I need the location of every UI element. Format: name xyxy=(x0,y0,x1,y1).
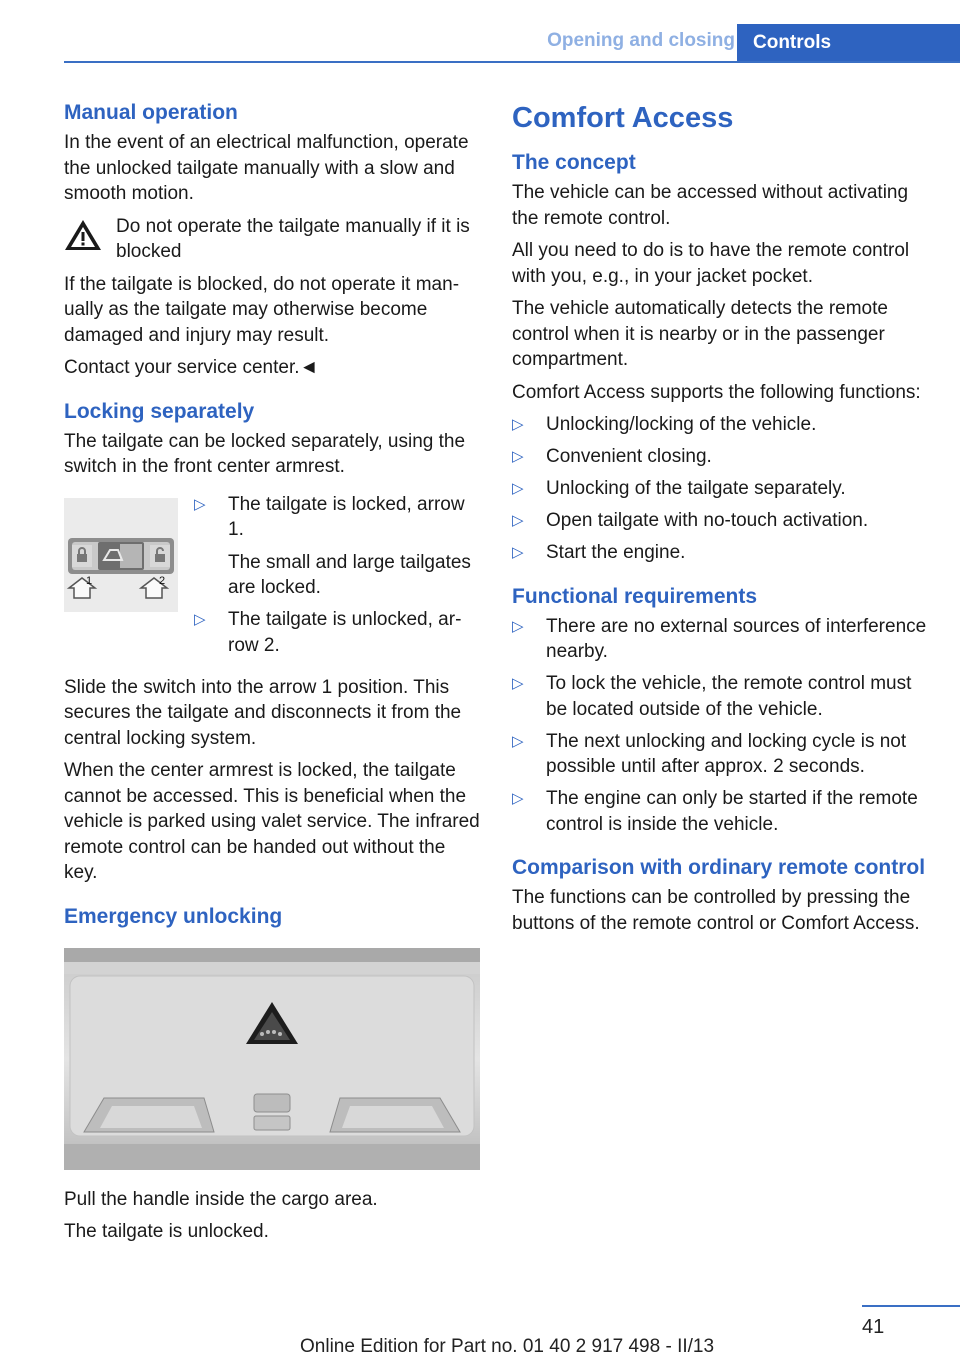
bullet-triangle-icon: ▷ xyxy=(512,790,524,807)
footer-divider xyxy=(862,1305,960,1307)
manual-operation-heading: Manual operation xyxy=(64,101,238,124)
locking-separately-heading: Locking separately xyxy=(64,399,255,423)
armrest-text: When the center armrest is locked, the tailgate cannot be accessed. This is beneficial when the vehicle is parked using valet service. The infrared remote control can be handed out without the key. xyxy=(64,760,480,883)
manual-operation-text: In the event of an electrical malfunction, operate the unlocked tailgate manually with a slow and smooth motion. xyxy=(64,132,469,204)
bullet-triangle-icon: ▷ xyxy=(512,416,524,433)
list-item xyxy=(512,476,932,502)
concept-p4: Comfort Access supports the following functions: xyxy=(512,381,921,403)
slide-switch-text: Slide the switch into the arrow 1 position. This secures the tailgate and disconnects it from the central locking system. xyxy=(64,676,462,749)
concept-heading: The concept xyxy=(512,151,636,174)
bullet-triangle-icon: ▷ xyxy=(194,611,206,628)
right-column xyxy=(512,100,932,943)
function-item: Convenient closing. xyxy=(546,446,712,467)
list-item xyxy=(512,786,932,837)
left-column xyxy=(64,100,482,1252)
bullet-triangle-icon: ▷ xyxy=(512,675,524,692)
locking-separately-text: The tailgate can be locked separately, using the switch in the front center armrest. xyxy=(64,430,466,477)
requirement-item: To lock the vehicle, the remote control must be located outside of the vehicle. xyxy=(546,673,912,720)
switch-item-1-main: The tailgate is locked, arrow 1. xyxy=(228,493,465,540)
arrow-label-2: 2 xyxy=(159,574,166,587)
switch-item-1-sub: The small and large tailgates are locked. xyxy=(228,551,471,598)
requirements-list xyxy=(512,614,932,838)
requirement-item: There are no external sources of interference nearby. xyxy=(546,615,927,662)
edition-footer: Online Edition for Part no. 01 40 2 917 498 - II/13 xyxy=(300,1336,715,1357)
switch-block xyxy=(64,492,482,665)
list-item xyxy=(512,671,932,722)
switch-item-2-main: The tailgate is unlocked, arrow 2. xyxy=(228,609,462,656)
function-item: Unlocking/locking of the vehicle. xyxy=(546,414,817,435)
list-item xyxy=(194,492,482,601)
comparison-heading: Comparison with ordinary remote control xyxy=(512,856,926,879)
page-number: 41 xyxy=(862,1316,885,1338)
concept-p3: The vehicle automatically detects the remote control when it is nearby or in the passenger compartment. xyxy=(512,298,888,370)
contact-text: Contact your service center.◄ xyxy=(64,357,319,378)
comfort-access-title: Comfort Access xyxy=(512,102,734,134)
cargo-area-handle-image xyxy=(64,948,480,1170)
armrest-switch-image xyxy=(64,498,178,612)
concept-p2: All you need to do is to have the remote control with you, e.g., in your jacket pocket. xyxy=(512,240,910,287)
list-item xyxy=(512,412,932,438)
bullet-triangle-icon: ▷ xyxy=(194,495,206,513)
warning-icon xyxy=(64,218,102,252)
functional-requirements-heading: Functional requirements xyxy=(512,584,758,608)
bullet-triangle-icon: ▷ xyxy=(512,732,524,750)
bullet-triangle-icon: ▷ xyxy=(512,448,524,465)
header-divider xyxy=(64,61,960,63)
function-item: Open tailgate with no-touch activation. xyxy=(546,510,869,531)
concept-p1: The vehicle can be accessed without activating the remote control. xyxy=(512,182,909,229)
warning-text: If the tailgate is blocked, do not operate it manually as the tailgate may otherwise become damaged and injury may result. xyxy=(64,273,460,346)
list-item xyxy=(512,444,932,470)
requirement-item: The next unlocking and locking cycle is not possible until after approx. 2 seconds. xyxy=(546,730,907,777)
list-item xyxy=(512,614,932,665)
requirement-item: The engine can only be started if the remote control is inside the vehicle. xyxy=(546,788,918,835)
switch-list xyxy=(194,492,482,665)
function-item: Start the engine. xyxy=(546,542,686,563)
tailgate-unlocked-text: The tailgate is unlocked. xyxy=(64,1221,269,1242)
warning-title: Do not operate the tailgate manually if it is blocked xyxy=(116,215,470,262)
comparison-text: The functions can be controlled by pressing the buttons of the remote control or Comfort Access. xyxy=(512,887,920,934)
list-item xyxy=(512,540,932,566)
bullet-triangle-icon: ▷ xyxy=(512,480,524,497)
functions-list xyxy=(512,412,932,566)
list-item xyxy=(512,508,932,534)
warning-block xyxy=(64,214,482,265)
header-section-title: Opening and closing xyxy=(547,30,735,51)
emergency-unlocking-heading: Emergency unlocking xyxy=(64,904,283,928)
arrow-label-1: 1 xyxy=(86,574,93,587)
list-item xyxy=(194,607,482,658)
list-item xyxy=(512,729,932,780)
header-tab-controls[interactable]: Controls xyxy=(737,24,960,62)
pull-handle-text: Pull the handle inside the cargo area. xyxy=(64,1188,378,1210)
bullet-triangle-icon: ▷ xyxy=(512,617,524,635)
bullet-triangle-icon: ▷ xyxy=(512,512,524,529)
function-item: Unlocking of the tailgate separately. xyxy=(546,478,846,499)
bullet-triangle-icon: ▷ xyxy=(512,544,524,561)
